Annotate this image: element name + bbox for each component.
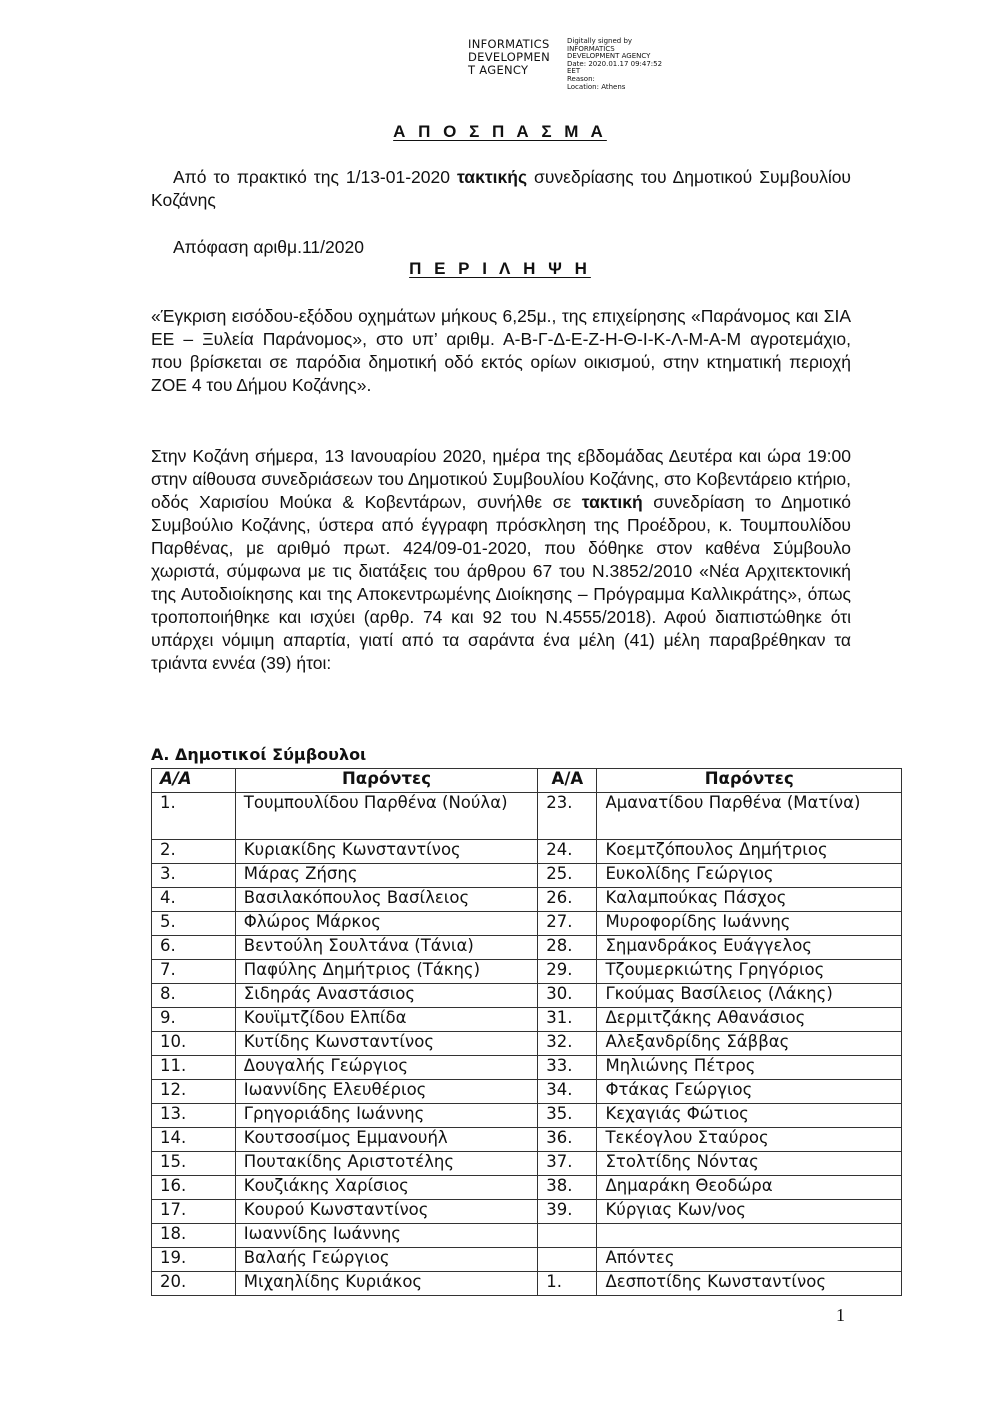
signature-details [567, 38, 662, 91]
member-name: Μυροφορίδης Ιωάννης [597, 912, 902, 936]
signer-line: T AGENCY [468, 63, 529, 77]
page-number: 1 [836, 1305, 845, 1325]
member-number: 28. [538, 936, 597, 960]
member-number: 34. [538, 1080, 597, 1104]
member-number: 11. [152, 1056, 236, 1080]
decision-number: Απόφαση αριθμ.11/2020 [173, 237, 364, 257]
member-number: 38. [538, 1176, 597, 1200]
member-number: 23. [538, 793, 597, 840]
member-number: 37. [538, 1152, 597, 1176]
table-row [152, 1152, 902, 1176]
digital-signature-stamp [468, 38, 662, 91]
member-name: Κουζιάκης Χαρίσιος [235, 1176, 537, 1200]
member-name: Μιχαηλίδης Κυριάκος [235, 1272, 537, 1296]
member-number: 6. [152, 936, 236, 960]
table-row [152, 1176, 902, 1200]
member-name: Βεντούλη Σουλτάνα (Τάνια) [235, 936, 537, 960]
summary-title: Π Ε Ρ Ι Λ Η Ψ Η [409, 259, 591, 278]
member-name: Απόντες [597, 1248, 902, 1272]
table-row [152, 936, 902, 960]
member-number: 9. [152, 1008, 236, 1032]
member-name: Στολτίδης Νόντας [597, 1152, 902, 1176]
member-name: Ιωαννίδης Ελευθέριος [235, 1080, 537, 1104]
table-row [152, 1248, 902, 1272]
member-name: Τζουμερκιώτης Γρηγόριος [597, 960, 902, 984]
member-name: Κεχαγιάς Φώτιος [597, 1104, 902, 1128]
member-name: Κουρού Κωνσταντίνος [235, 1200, 537, 1224]
member-name: Παφύλης Δημήτριος (Τάκης) [235, 960, 537, 984]
document-title: Α Π Ο Σ Π Α Σ Μ Α [393, 122, 607, 141]
member-number: 30. [538, 984, 597, 1008]
member-name: Γρηγοριάδης Ιωάννης [235, 1104, 537, 1128]
table-row [152, 888, 902, 912]
member-name: Βασιλακόπουλος Βασίλειος [235, 888, 537, 912]
member-name: Κυριακίδης Κωνσταντίνος [235, 840, 537, 864]
member-name: Ευκολίδης Γεώργιος [597, 864, 902, 888]
member-name: Φλώρος Μάρκος [235, 912, 537, 936]
member-name: Πουτακίδης Αριστοτέλης [235, 1152, 537, 1176]
table-row [152, 984, 902, 1008]
header-present-2: Παρόντες [597, 769, 902, 793]
member-number: 12. [152, 1080, 236, 1104]
member-number: 32. [538, 1032, 597, 1056]
summary-paragraph: «Έγκριση εισόδου-εξόδου οχημάτων μήκους 6,25μ., της επιχείρησης «Παράνομος και ΣΙΑ ΕΕ – Ξυλεία Παράνομος», στο υπ’ αριθμ. Α-Β-Γ-Δ-Ε-Ζ-Η-Θ-Ι-Κ-Λ-Μ-Α-Μ αγροτεμάχιο, που βρίσκεται σε παρόδια δημοτική οδό εκτός ορίων οικισμού, στην κτηματική περιοχή ΖΟΕ 4 του Δήμου Κοζάνης». [151, 306, 851, 395]
member-name: Σημανδράκος Ευάγγελος [597, 936, 902, 960]
table-row [152, 1272, 902, 1296]
member-number: 7. [152, 960, 236, 984]
table-row [152, 1200, 902, 1224]
member-number: 1. [538, 1272, 597, 1296]
member-name: Κουϊμτζίδου Ελπίδα [235, 1008, 537, 1032]
table-row [152, 960, 902, 984]
member-number: 24. [538, 840, 597, 864]
member-number: 10. [152, 1032, 236, 1056]
table-row [152, 864, 902, 888]
member-name: Κοεμτζόπουλος Δημήτριος [597, 840, 902, 864]
signature-detail-line: Digitally signed by [567, 37, 633, 45]
member-number: 35. [538, 1104, 597, 1128]
header-present-1: Παρόντες [235, 769, 537, 793]
member-name: Δημαράκη Θεοδώρα [597, 1176, 902, 1200]
member-number: 13. [152, 1104, 236, 1128]
member-number: 2. [152, 840, 236, 864]
member-number: 33. [538, 1056, 597, 1080]
member-number: 14. [152, 1128, 236, 1152]
table-row [152, 1128, 902, 1152]
member-number: 27. [538, 912, 597, 936]
member-name: Ιωαννίδης Ιωάννης [235, 1224, 537, 1248]
member-number: 20. [152, 1272, 236, 1296]
member-name: Αμανατίδου Παρθένα (Ματίνα) [597, 793, 902, 840]
member-name: Σιδηράς Αναστάσιος [235, 984, 537, 1008]
member-number: 29. [538, 960, 597, 984]
member-number: 36. [538, 1128, 597, 1152]
member-name: Αλεξανδρίδης Σάββας [597, 1032, 902, 1056]
member-number: 4. [152, 888, 236, 912]
member-number: 18. [152, 1224, 236, 1248]
intro-paragraph [151, 166, 851, 212]
member-number: 3. [152, 864, 236, 888]
section-title: Α. Δημοτικοί Σύμβουλοι [151, 745, 367, 764]
body-text: Στην Κοζάνη σήμερα, 13 Ιανουαρίου 2020, ημέρα της εβδομάδας Δευτέρα και ώρα 19:00 στην αίθουσα συνεδριάσεων του Δημοτικού Συμβουλίου Κοζάνης, στο Κοβεντάρειο κτήριο, οδός Χαρισίου Μούκα & Κοβεντάρων, συνήλθε σε [151, 446, 851, 512]
member-number: 1. [152, 793, 236, 840]
signature-detail-line: EET [567, 67, 581, 76]
signature-location: Location: Athens [567, 82, 626, 91]
member-name: Δουγαλής Γεώργιος [235, 1056, 537, 1080]
body-text-end: συνεδρίαση το Δημοτικό Συμβούλιο Κοζάνης, ύστερα από έγγραφη πρόσκληση της Προέδρου, κ. Τουμπουλίδου Παρθένας, με αριθμό πρωτ. 424/09-01-2020, που δόθηκε στον καθένα Σύμβουλο χωριστά, σύμφωνα με τις διατάξεις του άρθρου 67 του Ν.3852/2010 «Νέα Αρχιτεκτονική της Αυτοδιοίκησης και της Αποκεντρωμένης Διοίκησης – Πρόγραμμα Καλλικράτης», όπως τροποποιήθηκε και ισχύει (αρθρ. 74 και 92 του Ν.4555/2018). Αφού διαπιστώθηκε ότι υπάρχει νόμιμη απαρτία, γιατί από τα σαράντα ένα μέλη (41) μέλη παραβρέθηκαν τα τριάντα εννέα (39) ήτοι: [151, 492, 851, 673]
table-row [152, 1032, 902, 1056]
member-number: 25. [538, 864, 597, 888]
signature-reason: Reason: [567, 74, 595, 83]
signature-detail-line: DEVELOPMENT AGENCY [567, 52, 651, 61]
member-number: 39. [538, 1200, 597, 1224]
member-number: 31. [538, 1008, 597, 1032]
member-number: 5. [152, 912, 236, 936]
member-name [597, 1224, 902, 1248]
table-header-row [152, 769, 902, 793]
table-row [152, 793, 902, 840]
member-name: Κύργιας Κων/νος [597, 1200, 902, 1224]
member-number: 26. [538, 888, 597, 912]
member-name: Τουμπουλίδου Παρθένα (Νούλα) [235, 793, 537, 840]
intro-text-end: συνεδρίασης του Δημοτικού Συμβουλίου Κοζάνης [151, 167, 852, 210]
intro-text: Από το πρακτικό της 1/13-01-2020 [173, 167, 457, 187]
table-row [152, 1224, 902, 1248]
table-row [152, 912, 902, 936]
body-bold-text: τακτική [581, 492, 643, 512]
member-number: 19. [152, 1248, 236, 1272]
member-number: 15. [152, 1152, 236, 1176]
signer-name [468, 38, 564, 91]
table-row [152, 1104, 902, 1128]
member-name: Καλαμπούκας Πάσχος [597, 888, 902, 912]
member-number: 17. [152, 1200, 236, 1224]
member-name: Δερμιτζάκης Αθανάσιος [597, 1008, 902, 1032]
header-number-2: Α/Α [538, 769, 597, 793]
body-paragraph [151, 445, 851, 675]
signature-date: Date: 2020.01.17 09:47:52 [567, 59, 663, 68]
intro-bold-text: τακτικής [456, 167, 528, 187]
member-name: Γκούμας Βασίλειος (Λάκης) [597, 984, 902, 1008]
member-number [538, 1248, 597, 1272]
member-name: Βαλαής Γεώργιος [235, 1248, 537, 1272]
signer-line: DEVELOPMEN [468, 50, 551, 64]
member-name: Φτάκας Γεώργιος [597, 1080, 902, 1104]
member-name: Δεσποτίδης Κωνσταντίνος [597, 1272, 902, 1296]
table-body [152, 793, 902, 1296]
member-number: 16. [152, 1176, 236, 1200]
table-row [152, 840, 902, 864]
header-number-1: Α/Α [152, 769, 236, 793]
table-row [152, 1080, 902, 1104]
member-number [538, 1224, 597, 1248]
council-members-table [151, 768, 902, 1296]
member-name: Μάρας Ζήσης [235, 864, 537, 888]
signature-detail-line: INFORMATICS [567, 44, 615, 53]
member-name: Κυτίδης Κωνσταντίνος [235, 1032, 537, 1056]
member-name: Τεκέογλου Σταύρος [597, 1128, 902, 1152]
table-row [152, 1056, 902, 1080]
member-name: Μηλιώνης Πέτρος [597, 1056, 902, 1080]
member-name: Κουτσοσίμος Εμμανουήλ [235, 1128, 537, 1152]
table-row [152, 1008, 902, 1032]
signer-line: INFORMATICS [468, 37, 550, 51]
member-number: 8. [152, 984, 236, 1008]
